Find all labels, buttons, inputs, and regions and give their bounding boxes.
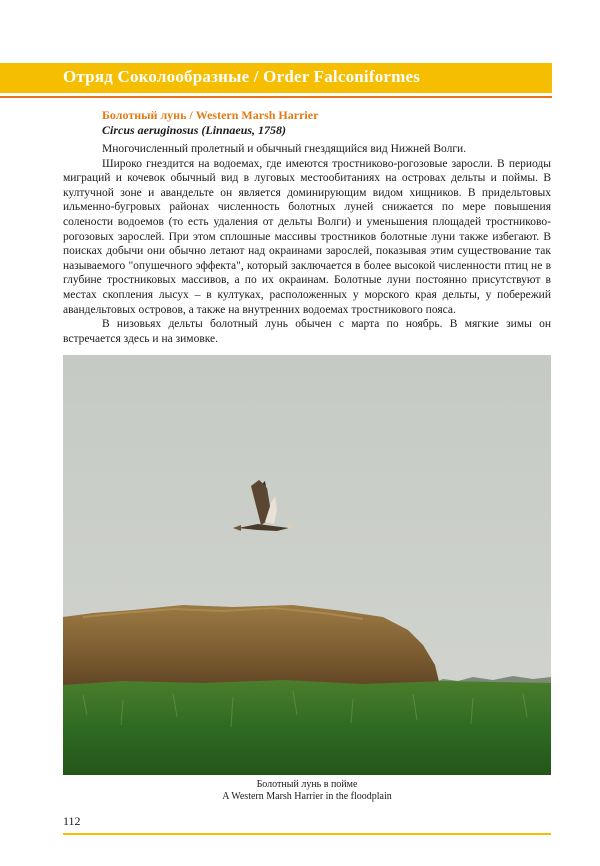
body-text [63,142,551,346]
header-band [0,63,552,93]
order-title: Отряд Соколообразные / Order Falconiformes [63,67,421,86]
paragraph: Широко гнездится на водоемах, где имеются тростниково-рогозовые заросли. В периоды миграций и кочевок обычный вид в луговых местообитаниях на островах дельты и поймы. В култучной зоне и авандельте он является доминирующим видом хищников. В придельтовых ильменно-бугровых районах численность болотных луней снижается по мере повышения солености водоемов (то есть удаления от дельты Волги) и уменьшения площадей тростниково-рогозовых зарослей. При этом сплошные массивы тростников болотные луни также избегают. В поисках добычи они обычно летают над окраинами зарослей, показывая этим существование так называемого "опушечного эффекта", который заключается в более высокой численности птиц не в глубине тростниковых массивов, а по их окраинам. Болотные луни постоянно присутствуют в местах скопления лысух – в култуках, расположенных у морского края дельты, у побережий авандельтовых островов, а также на внутренних водоемах тростникового пояса. [63,157,551,316]
grass-field [63,680,551,775]
species-heading: Болотный лунь / Western Marsh Harrier [102,108,319,122]
photo-caption [63,779,551,803]
header-rule [0,96,552,98]
paragraph: Многочисленный пролетный и обычный гнездящийся вид Нижней Волги. [102,143,467,155]
footer-rule [63,833,551,835]
paragraph: В низовьях дельты болотный лунь обычен с марта по ноябрь. В мягкие зимы он встречается здесь и на зимовке. [63,318,551,345]
caption-ru: Болотный лунь в пойме [256,779,358,790]
species-latin-name: Circus aeruginosus (Linnaeus, 1758) [102,123,287,137]
page-number: 112 [63,814,81,828]
caption-en: A Western Marsh Harrier in the floodplain [222,791,392,802]
harrier-photo [63,355,551,775]
haystack [63,605,441,690]
